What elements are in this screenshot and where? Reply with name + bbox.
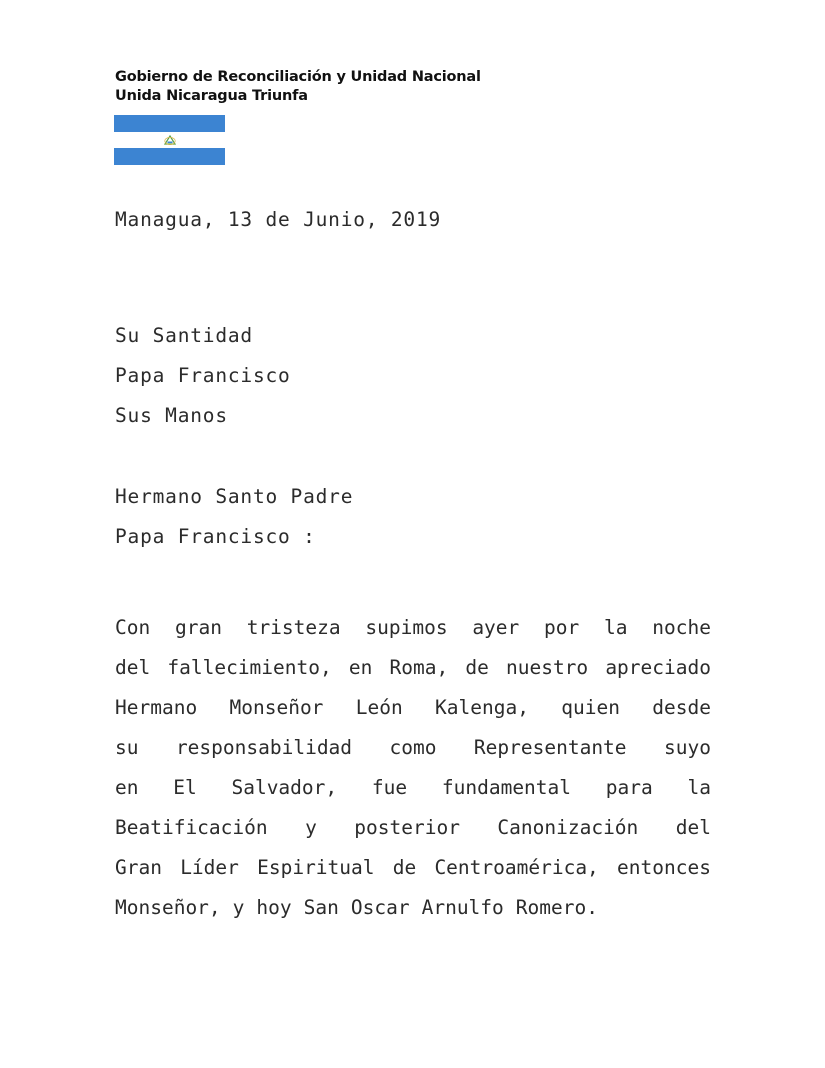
body-word: de — [392, 856, 417, 879]
nicaragua-flag-icon — [114, 115, 225, 165]
body-word: Arnulfo — [421, 896, 504, 919]
body-word: Oscar — [350, 896, 410, 919]
letterhead — [115, 68, 481, 106]
body-word: Hermano — [115, 696, 198, 719]
body-word: gran — [174, 616, 222, 639]
body-word: apreciado — [605, 656, 711, 679]
recipient-line: Su Santidad — [115, 324, 253, 347]
body-word: responsabilidad — [175, 736, 353, 759]
body-word: Salvador, — [231, 776, 338, 799]
body-word: y — [305, 816, 317, 839]
body-line — [115, 808, 711, 848]
body-word: supimos — [365, 616, 448, 639]
body-line — [115, 648, 711, 688]
body-word: noche — [652, 616, 711, 639]
recipient-line: Papa Francisco — [115, 364, 291, 387]
body-word: Romero. — [515, 896, 598, 919]
body-word: Centroamérica, — [434, 856, 599, 879]
body-word: tristeza — [246, 616, 341, 639]
body-word: la — [604, 616, 628, 639]
body-word: suyo — [664, 736, 711, 759]
body-word: del — [115, 656, 151, 679]
body-word: fallecimiento, — [167, 656, 332, 679]
body-line — [115, 848, 711, 888]
body-word: Beatificación — [115, 816, 268, 839]
body-word: para — [605, 776, 653, 799]
flag-middle-band — [114, 132, 225, 149]
body-word: San — [303, 896, 339, 919]
body-word: como — [389, 736, 437, 759]
body-word: Canonización — [497, 816, 639, 839]
letterhead-government-name: Gobierno de Reconciliación y Unidad Nacional — [115, 69, 481, 85]
body-word: la — [687, 776, 711, 799]
body-word: Monseñor — [229, 696, 324, 719]
body-word: Monseñor, — [115, 896, 221, 919]
body-word: hoy — [256, 896, 292, 919]
body-word: su — [115, 736, 139, 759]
recipient-block — [115, 316, 291, 436]
body-word: quien — [561, 696, 620, 719]
flag-bottom-band — [114, 148, 225, 165]
body-line — [115, 728, 711, 768]
salutation-block — [115, 477, 353, 557]
recipient-line: Sus Manos — [115, 404, 228, 427]
body-word: de — [465, 656, 489, 679]
body-word: fundamental — [441, 776, 572, 799]
body-line — [115, 888, 711, 928]
letterhead-slogan: Unida Nicaragua Triunfa — [115, 88, 308, 104]
body-word: ayer — [472, 616, 520, 639]
salutation-line: Hermano Santo Padre — [115, 485, 354, 508]
body-line — [115, 608, 711, 648]
salutation-line: Papa Francisco : — [115, 525, 316, 548]
body-word: Roma, — [389, 656, 449, 679]
body-word: nuestro — [505, 656, 589, 679]
body-word: por — [544, 616, 580, 639]
body-word: y — [232, 896, 245, 919]
body-word: Líder — [180, 856, 239, 879]
body-word: posterior — [354, 816, 460, 839]
body-word: Kalenga, — [435, 696, 529, 719]
body-word: León — [355, 696, 403, 719]
body-word: Representante — [473, 736, 627, 759]
body-line — [115, 768, 711, 808]
body-word: Espiritual — [257, 856, 375, 879]
body-word: entonces — [617, 856, 711, 879]
body-word: Con — [115, 616, 151, 639]
body-word: Gran — [115, 856, 162, 879]
body-word: en — [115, 776, 139, 799]
body-word: del — [675, 816, 711, 839]
body-word: El — [173, 776, 197, 799]
body-word: fue — [371, 776, 408, 799]
letter-date: Managua, 13 de Junio, 2019 — [115, 208, 442, 231]
coat-of-arms-icon — [164, 135, 176, 145]
flag-top-band — [114, 115, 225, 132]
body-word: en — [348, 656, 373, 679]
body-word: desde — [652, 696, 711, 719]
body-line — [115, 688, 711, 728]
letter-body — [115, 608, 711, 928]
